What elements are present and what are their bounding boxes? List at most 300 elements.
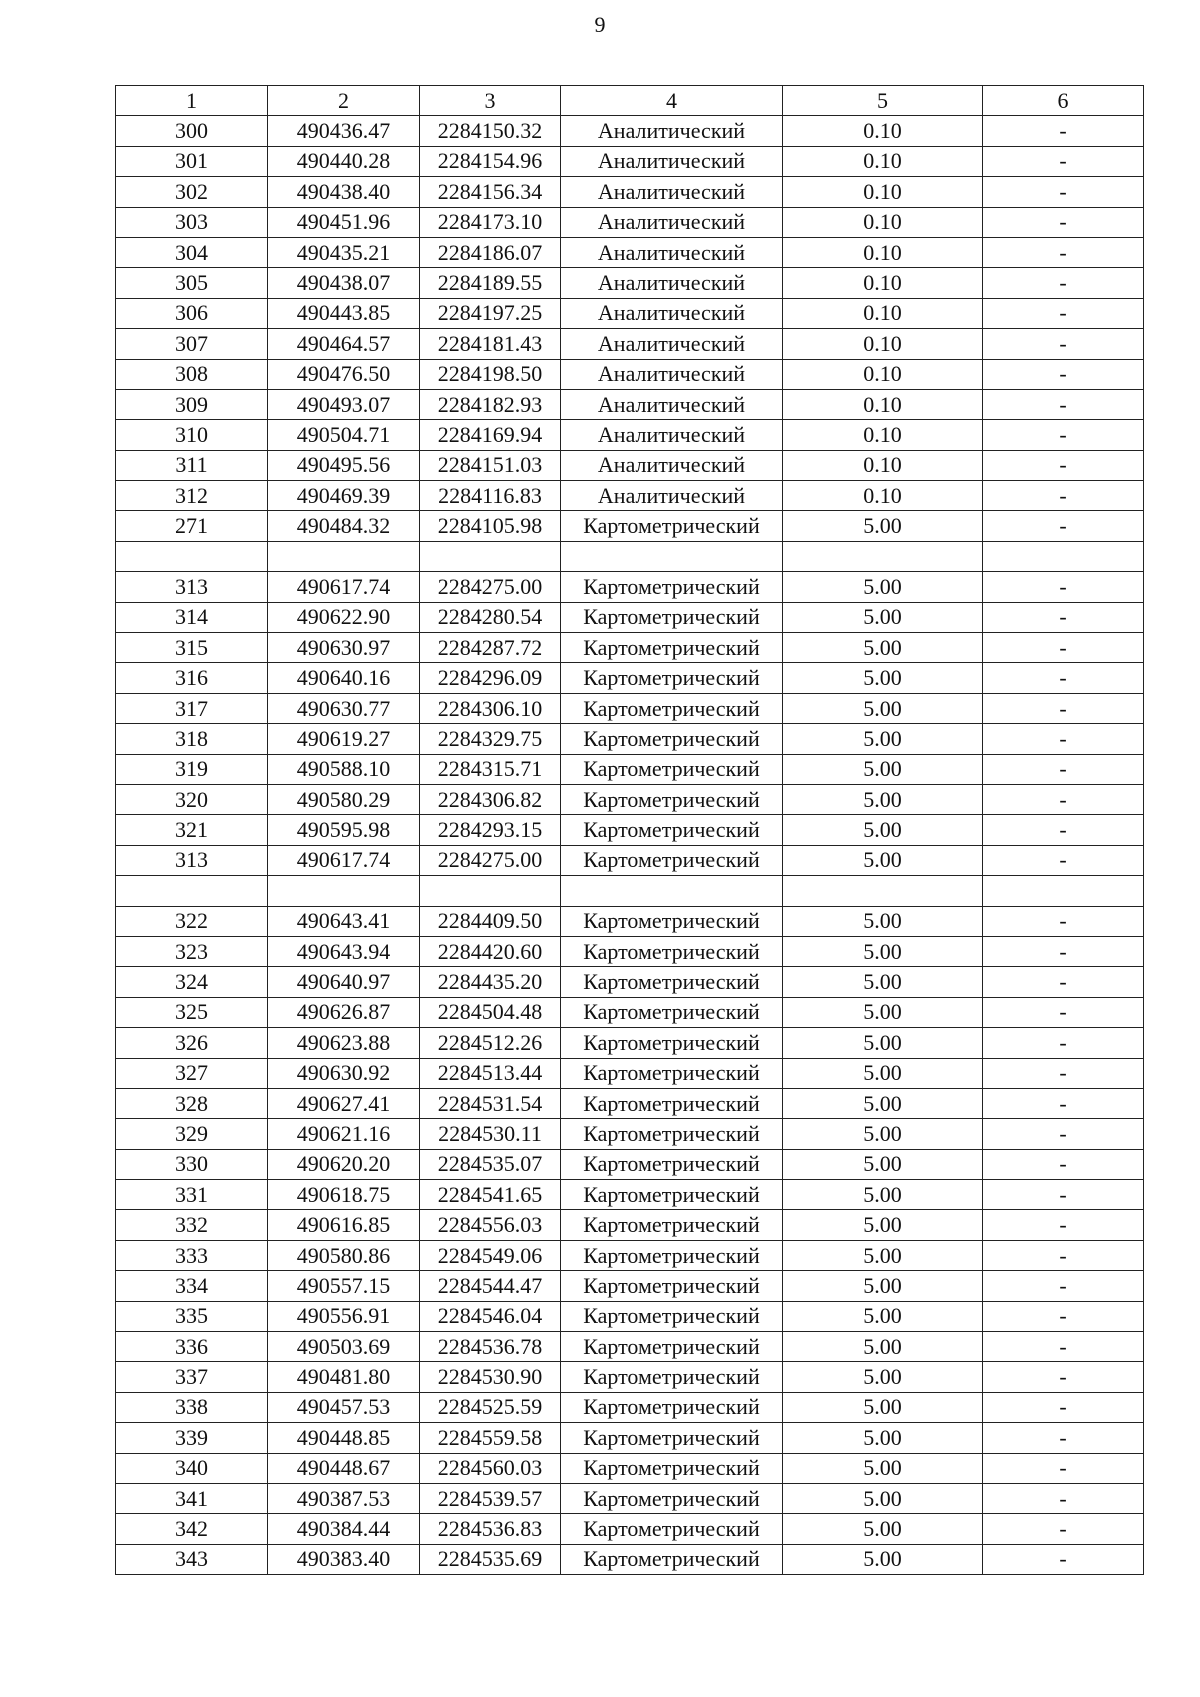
table-cell-col-4: Картометрический bbox=[561, 1362, 783, 1392]
table-cell-col-1: 308 bbox=[116, 359, 268, 389]
table-cell-col-5: 5.00 bbox=[783, 572, 983, 602]
table-cell-col-1: 339 bbox=[116, 1423, 268, 1453]
table-cell-col-5: 5.00 bbox=[783, 1210, 983, 1240]
table-cell-col-1: 341 bbox=[116, 1483, 268, 1513]
table-cell-col-4: Картометрический bbox=[561, 1271, 783, 1301]
table-cell-col-4: Аналитический bbox=[561, 481, 783, 511]
table-cell-col-2 bbox=[268, 541, 420, 571]
header-cell-3: 3 bbox=[420, 86, 561, 116]
table-cell-col-6: - bbox=[983, 1240, 1144, 1270]
table-cell-col-6: - bbox=[983, 663, 1144, 693]
table-cell-col-4: Аналитический bbox=[561, 359, 783, 389]
header-row bbox=[116, 86, 1144, 116]
table-cell-col-4: Картометрический bbox=[561, 1544, 783, 1574]
table-cell-col-4: Аналитический bbox=[561, 450, 783, 480]
table-cell-col-5: 5.00 bbox=[783, 1453, 983, 1483]
table-cell-col-4: Картометрический bbox=[561, 724, 783, 754]
table-cell-col-1: 305 bbox=[116, 268, 268, 298]
table-cell-col-5: 5.00 bbox=[783, 602, 983, 632]
table-cell-col-3: 2284560.03 bbox=[420, 1453, 561, 1483]
table-cell-col-4 bbox=[561, 541, 783, 571]
table-cell-col-3: 2284536.83 bbox=[420, 1514, 561, 1544]
table-cell-col-3: 2284182.93 bbox=[420, 389, 561, 419]
table-cell-col-5: 5.00 bbox=[783, 1028, 983, 1058]
table-cell-col-2: 490469.39 bbox=[268, 481, 420, 511]
table-row bbox=[116, 1058, 1144, 1088]
table-cell-col-3: 2284150.32 bbox=[420, 116, 561, 146]
table-cell-col-3 bbox=[420, 876, 561, 906]
table-cell-col-2: 490623.88 bbox=[268, 1028, 420, 1058]
table-cell-col-2: 490580.29 bbox=[268, 784, 420, 814]
table-cell-col-4: Аналитический bbox=[561, 389, 783, 419]
table-cell-col-3: 2284189.55 bbox=[420, 268, 561, 298]
table-row bbox=[116, 1088, 1144, 1118]
table-cell-col-5: 5.00 bbox=[783, 845, 983, 875]
table-cell-col-1 bbox=[116, 876, 268, 906]
table-cell-col-4: Картометрический bbox=[561, 633, 783, 663]
table-cell-col-6: - bbox=[983, 359, 1144, 389]
table-cell-col-4: Аналитический bbox=[561, 146, 783, 176]
table-cell-col-1: 313 bbox=[116, 845, 268, 875]
table-cell-col-6: - bbox=[983, 1483, 1144, 1513]
table-cell-col-6: - bbox=[983, 1514, 1144, 1544]
table-row bbox=[116, 815, 1144, 845]
table-cell-col-2: 490464.57 bbox=[268, 329, 420, 359]
table-row bbox=[116, 207, 1144, 237]
table-cell-col-3: 2284530.11 bbox=[420, 1119, 561, 1149]
table-cell-col-4: Картометрический bbox=[561, 1240, 783, 1270]
table-cell-col-1: 317 bbox=[116, 693, 268, 723]
table-cell-col-1: 338 bbox=[116, 1392, 268, 1422]
table-cell-col-4: Картометрический bbox=[561, 1088, 783, 1118]
table-cell-col-2: 490640.97 bbox=[268, 967, 420, 997]
table-row bbox=[116, 663, 1144, 693]
table-cell-col-1 bbox=[116, 541, 268, 571]
table-row bbox=[116, 1392, 1144, 1422]
table-cell-col-6: - bbox=[983, 1392, 1144, 1422]
table-cell-col-3: 2284504.48 bbox=[420, 997, 561, 1027]
table-cell-col-1: 335 bbox=[116, 1301, 268, 1331]
table-cell-col-4: Аналитический bbox=[561, 116, 783, 146]
table-cell-col-3: 2284435.20 bbox=[420, 967, 561, 997]
table-cell-col-2: 490438.40 bbox=[268, 177, 420, 207]
table-cell-col-1: 312 bbox=[116, 481, 268, 511]
table-row bbox=[116, 967, 1144, 997]
table-cell-col-3: 2284154.96 bbox=[420, 146, 561, 176]
table-row bbox=[116, 268, 1144, 298]
table-cell-col-2: 490440.28 bbox=[268, 146, 420, 176]
table-cell-col-1: 318 bbox=[116, 724, 268, 754]
table-row bbox=[116, 1210, 1144, 1240]
table-cell-col-6: - bbox=[983, 845, 1144, 875]
table-cell-col-3: 2284287.72 bbox=[420, 633, 561, 663]
table-cell-col-1: 340 bbox=[116, 1453, 268, 1483]
table-cell-col-2: 490557.15 bbox=[268, 1271, 420, 1301]
table-cell-col-6: - bbox=[983, 298, 1144, 328]
table-cell-col-3: 2284549.06 bbox=[420, 1240, 561, 1270]
table-cell-col-2: 490627.41 bbox=[268, 1088, 420, 1118]
table-cell-col-1: 315 bbox=[116, 633, 268, 663]
table-cell-col-4: Картометрический bbox=[561, 1453, 783, 1483]
table-cell-col-4: Картометрический bbox=[561, 1119, 783, 1149]
table-cell-col-5: 5.00 bbox=[783, 1423, 983, 1453]
table-cell-col-1: 301 bbox=[116, 146, 268, 176]
table-row-empty bbox=[116, 876, 1144, 906]
table-cell-col-1: 313 bbox=[116, 572, 268, 602]
table-cell-col-6: - bbox=[983, 693, 1144, 723]
table-row bbox=[116, 389, 1144, 419]
table-cell-col-5 bbox=[783, 541, 983, 571]
table-cell-col-5: 5.00 bbox=[783, 1119, 983, 1149]
table-cell-col-1: 333 bbox=[116, 1240, 268, 1270]
table-cell-col-4: Картометрический bbox=[561, 815, 783, 845]
table-body bbox=[116, 116, 1144, 1575]
table-cell-col-1: 311 bbox=[116, 450, 268, 480]
table-cell-col-5: 0.10 bbox=[783, 389, 983, 419]
table-cell-col-3: 2284409.50 bbox=[420, 906, 561, 936]
table-cell-col-5: 5.00 bbox=[783, 1149, 983, 1179]
table-cell-col-3: 2284151.03 bbox=[420, 450, 561, 480]
table-cell-col-5: 5.00 bbox=[783, 1180, 983, 1210]
table-row bbox=[116, 1332, 1144, 1362]
table-cell-col-5: 5.00 bbox=[783, 1271, 983, 1301]
table-cell-col-1: 327 bbox=[116, 1058, 268, 1088]
table-row bbox=[116, 754, 1144, 784]
table-cell-col-2: 490435.21 bbox=[268, 237, 420, 267]
table-cell-col-5: 5.00 bbox=[783, 754, 983, 784]
table-cell-col-5: 5.00 bbox=[783, 1392, 983, 1422]
table-cell-col-6: - bbox=[983, 1058, 1144, 1088]
table-cell-col-3: 2284536.78 bbox=[420, 1332, 561, 1362]
table-cell-col-2: 490630.77 bbox=[268, 693, 420, 723]
table-cell-col-3: 2284197.25 bbox=[420, 298, 561, 328]
table-cell-col-1: 307 bbox=[116, 329, 268, 359]
table-header bbox=[116, 86, 1144, 116]
table-cell-col-4: Аналитический bbox=[561, 237, 783, 267]
table-cell-col-5: 5.00 bbox=[783, 633, 983, 663]
table-cell-col-4: Картометрический bbox=[561, 693, 783, 723]
table-cell-col-3: 2284535.07 bbox=[420, 1149, 561, 1179]
table-cell-col-3: 2284306.82 bbox=[420, 784, 561, 814]
table-cell-col-6 bbox=[983, 876, 1144, 906]
table-row bbox=[116, 602, 1144, 632]
table-cell-col-5: 5.00 bbox=[783, 784, 983, 814]
table-cell-col-6: - bbox=[983, 815, 1144, 845]
table-cell-col-3: 2284513.44 bbox=[420, 1058, 561, 1088]
table-cell-col-6: - bbox=[983, 207, 1144, 237]
table-cell-col-6: - bbox=[983, 784, 1144, 814]
table-cell-col-4: Картометрический bbox=[561, 663, 783, 693]
table-cell-col-5: 5.00 bbox=[783, 1362, 983, 1392]
table-cell-col-2: 490621.16 bbox=[268, 1119, 420, 1149]
table-cell-col-3: 2284156.34 bbox=[420, 177, 561, 207]
table-cell-col-6: - bbox=[983, 997, 1144, 1027]
table-cell-col-6: - bbox=[983, 1149, 1144, 1179]
table-cell-col-6: - bbox=[983, 146, 1144, 176]
table-cell-col-1: 328 bbox=[116, 1088, 268, 1118]
table-cell-col-6 bbox=[983, 541, 1144, 571]
table-row bbox=[116, 724, 1144, 754]
table-cell-col-1: 326 bbox=[116, 1028, 268, 1058]
table-cell-col-2: 490626.87 bbox=[268, 997, 420, 1027]
table-cell-col-5: 0.10 bbox=[783, 268, 983, 298]
table-cell-col-2: 490616.85 bbox=[268, 1210, 420, 1240]
table-cell-col-5: 0.10 bbox=[783, 420, 983, 450]
table-cell-col-6: - bbox=[983, 633, 1144, 663]
table-row bbox=[116, 420, 1144, 450]
table-cell-col-3: 2284275.00 bbox=[420, 572, 561, 602]
table-cell-col-4: Картометрический bbox=[561, 1149, 783, 1179]
table-row bbox=[116, 845, 1144, 875]
table-row bbox=[116, 784, 1144, 814]
table-row bbox=[116, 1453, 1144, 1483]
table-cell-col-6: - bbox=[983, 329, 1144, 359]
table-cell-col-6: - bbox=[983, 967, 1144, 997]
table-cell-col-5: 5.00 bbox=[783, 1058, 983, 1088]
table-cell-col-4: Картометрический bbox=[561, 1514, 783, 1544]
header-cell-6: 6 bbox=[983, 86, 1144, 116]
table-cell-col-3: 2284116.83 bbox=[420, 481, 561, 511]
table-cell-col-2: 490476.50 bbox=[268, 359, 420, 389]
table-cell-col-3: 2284559.58 bbox=[420, 1423, 561, 1453]
table-row bbox=[116, 298, 1144, 328]
table-row bbox=[116, 237, 1144, 267]
table-cell-col-1: 324 bbox=[116, 967, 268, 997]
table-cell-col-5: 5.00 bbox=[783, 1483, 983, 1513]
table-cell-col-4: Картометрический bbox=[561, 602, 783, 632]
table-cell-col-1: 316 bbox=[116, 663, 268, 693]
table-cell-col-1: 314 bbox=[116, 602, 268, 632]
table-cell-col-4: Картометрический bbox=[561, 997, 783, 1027]
table-cell-col-2: 490640.16 bbox=[268, 663, 420, 693]
table-cell-col-6: - bbox=[983, 268, 1144, 298]
coordinates-table bbox=[115, 85, 1144, 1575]
table-cell-col-2: 490503.69 bbox=[268, 1332, 420, 1362]
table-cell-col-3: 2284530.90 bbox=[420, 1362, 561, 1392]
table-cell-col-2: 490451.96 bbox=[268, 207, 420, 237]
table-cell-col-4: Картометрический bbox=[561, 1483, 783, 1513]
table-cell-col-4: Картометрический bbox=[561, 845, 783, 875]
table-cell-col-2: 490619.27 bbox=[268, 724, 420, 754]
table-cell-col-1: 304 bbox=[116, 237, 268, 267]
table-cell-col-6: - bbox=[983, 1544, 1144, 1574]
table-cell-col-2: 490448.85 bbox=[268, 1423, 420, 1453]
table-row bbox=[116, 1362, 1144, 1392]
table-row bbox=[116, 1271, 1144, 1301]
table-row bbox=[116, 1119, 1144, 1149]
table-cell-col-5: 5.00 bbox=[783, 724, 983, 754]
table-row bbox=[116, 177, 1144, 207]
table-cell-col-6: - bbox=[983, 420, 1144, 450]
table-cell-col-4: Картометрический bbox=[561, 906, 783, 936]
table-cell-col-5: 5.00 bbox=[783, 936, 983, 966]
table-cell-col-2: 490384.44 bbox=[268, 1514, 420, 1544]
table-cell-col-1: 306 bbox=[116, 298, 268, 328]
table-cell-col-3: 2284315.71 bbox=[420, 754, 561, 784]
table-row bbox=[116, 1180, 1144, 1210]
table-cell-col-6: - bbox=[983, 1362, 1144, 1392]
table-cell-col-6: - bbox=[983, 237, 1144, 267]
table-cell-col-2: 490495.56 bbox=[268, 450, 420, 480]
table-cell-col-6: - bbox=[983, 1088, 1144, 1118]
table-row bbox=[116, 633, 1144, 663]
table-cell-col-6: - bbox=[983, 602, 1144, 632]
table-cell-col-2: 490383.40 bbox=[268, 1544, 420, 1574]
table-cell-col-2: 490387.53 bbox=[268, 1483, 420, 1513]
table-cell-col-4: Картометрический bbox=[561, 1301, 783, 1331]
table-cell-col-4: Картометрический bbox=[561, 784, 783, 814]
table-cell-col-2: 490595.98 bbox=[268, 815, 420, 845]
table-cell-col-5: 0.10 bbox=[783, 481, 983, 511]
table-cell-col-6: - bbox=[983, 1119, 1144, 1149]
table-cell-col-1: 330 bbox=[116, 1149, 268, 1179]
table-cell-col-4: Аналитический bbox=[561, 268, 783, 298]
table-cell-col-2: 490436.47 bbox=[268, 116, 420, 146]
table-cell-col-3: 2284186.07 bbox=[420, 237, 561, 267]
table-cell-col-4: Картометрический bbox=[561, 936, 783, 966]
table-cell-col-5: 0.10 bbox=[783, 298, 983, 328]
table-cell-col-1: 325 bbox=[116, 997, 268, 1027]
table-cell-col-2: 490622.90 bbox=[268, 602, 420, 632]
table-cell-col-1: 300 bbox=[116, 116, 268, 146]
table-row bbox=[116, 1423, 1144, 1453]
table-cell-col-1: 331 bbox=[116, 1180, 268, 1210]
table-row bbox=[116, 572, 1144, 602]
table-cell-col-1: 342 bbox=[116, 1514, 268, 1544]
table-cell-col-6: - bbox=[983, 481, 1144, 511]
table-cell-col-5: 0.10 bbox=[783, 146, 983, 176]
table-cell-col-1: 323 bbox=[116, 936, 268, 966]
table-cell-col-4: Аналитический bbox=[561, 207, 783, 237]
table-row bbox=[116, 693, 1144, 723]
table-cell-col-3: 2284198.50 bbox=[420, 359, 561, 389]
table-row bbox=[116, 1149, 1144, 1179]
table-cell-col-1: 319 bbox=[116, 754, 268, 784]
table-cell-col-5: 0.10 bbox=[783, 450, 983, 480]
table-cell-col-4: Картометрический bbox=[561, 511, 783, 541]
table-cell-col-5: 5.00 bbox=[783, 1301, 983, 1331]
table-cell-col-3 bbox=[420, 541, 561, 571]
table-cell-col-3: 2284544.47 bbox=[420, 1271, 561, 1301]
table-row bbox=[116, 1544, 1144, 1574]
table-cell-col-6: - bbox=[983, 1210, 1144, 1240]
table-row bbox=[116, 359, 1144, 389]
table-cell-col-1: 336 bbox=[116, 1332, 268, 1362]
table-cell-col-6: - bbox=[983, 936, 1144, 966]
table-cell-col-4: Картометрический bbox=[561, 1180, 783, 1210]
table-cell-col-3: 2284169.94 bbox=[420, 420, 561, 450]
table-cell-col-6: - bbox=[983, 1423, 1144, 1453]
table-cell-col-3: 2284275.00 bbox=[420, 845, 561, 875]
table-cell-col-2: 490504.71 bbox=[268, 420, 420, 450]
table-cell-col-3: 2284531.54 bbox=[420, 1088, 561, 1118]
table-cell-col-4: Аналитический bbox=[561, 298, 783, 328]
table-cell-col-6: - bbox=[983, 1332, 1144, 1362]
table-row bbox=[116, 481, 1144, 511]
table-cell-col-6: - bbox=[983, 754, 1144, 784]
header-cell-2: 2 bbox=[268, 86, 420, 116]
table-cell-col-2: 490630.92 bbox=[268, 1058, 420, 1088]
table-cell-col-2: 490643.94 bbox=[268, 936, 420, 966]
table-cell-col-1: 310 bbox=[116, 420, 268, 450]
table-cell-col-2: 490630.97 bbox=[268, 633, 420, 663]
table-cell-col-3: 2284512.26 bbox=[420, 1028, 561, 1058]
table-row bbox=[116, 1483, 1144, 1513]
table-cell-col-2: 490580.86 bbox=[268, 1240, 420, 1270]
table-cell-col-6: - bbox=[983, 116, 1144, 146]
table-cell-col-2: 490643.41 bbox=[268, 906, 420, 936]
table-cell-col-6: - bbox=[983, 389, 1144, 419]
table-cell-col-5: 5.00 bbox=[783, 1332, 983, 1362]
table-cell-col-1: 271 bbox=[116, 511, 268, 541]
table-row bbox=[116, 1514, 1144, 1544]
table-row bbox=[116, 936, 1144, 966]
table-cell-col-1: 332 bbox=[116, 1210, 268, 1240]
table-cell-col-2: 490618.75 bbox=[268, 1180, 420, 1210]
table-cell-col-5: 5.00 bbox=[783, 663, 983, 693]
table-cell-col-3: 2284541.65 bbox=[420, 1180, 561, 1210]
table-row bbox=[116, 511, 1144, 541]
table-cell-col-4: Аналитический bbox=[561, 329, 783, 359]
table-row bbox=[116, 450, 1144, 480]
table-cell-col-5: 5.00 bbox=[783, 693, 983, 723]
table-cell-col-6: - bbox=[983, 1453, 1144, 1483]
table-cell-col-1: 320 bbox=[116, 784, 268, 814]
table-cell-col-5: 0.10 bbox=[783, 237, 983, 267]
table-cell-col-4: Картометрический bbox=[561, 572, 783, 602]
table-cell-col-6: - bbox=[983, 1028, 1144, 1058]
table-row bbox=[116, 1240, 1144, 1270]
table-row-empty bbox=[116, 541, 1144, 571]
table-cell-col-5: 5.00 bbox=[783, 1514, 983, 1544]
table-cell-col-6: - bbox=[983, 1271, 1144, 1301]
table-cell-col-3: 2284306.10 bbox=[420, 693, 561, 723]
table-cell-col-3: 2284280.54 bbox=[420, 602, 561, 632]
table-cell-col-1: 309 bbox=[116, 389, 268, 419]
table-cell-col-4: Картометрический bbox=[561, 1028, 783, 1058]
table-row bbox=[116, 1301, 1144, 1331]
header-cell-4: 4 bbox=[561, 86, 783, 116]
table-cell-col-4: Картометрический bbox=[561, 967, 783, 997]
table-cell-col-2: 490617.74 bbox=[268, 845, 420, 875]
table-cell-col-3: 2284296.09 bbox=[420, 663, 561, 693]
table-cell-col-1: 303 bbox=[116, 207, 268, 237]
table-cell-col-3: 2284525.59 bbox=[420, 1392, 561, 1422]
table-row bbox=[116, 116, 1144, 146]
table-cell-col-2: 490620.20 bbox=[268, 1149, 420, 1179]
table-cell-col-3: 2284329.75 bbox=[420, 724, 561, 754]
table-cell-col-2: 490438.07 bbox=[268, 268, 420, 298]
table-cell-col-5: 0.10 bbox=[783, 116, 983, 146]
table-cell-col-6: - bbox=[983, 450, 1144, 480]
table-cell-col-6: - bbox=[983, 906, 1144, 936]
header-cell-1: 1 bbox=[116, 86, 268, 116]
table-cell-col-5: 5.00 bbox=[783, 815, 983, 845]
table-cell-col-3: 2284105.98 bbox=[420, 511, 561, 541]
table-cell-col-6: - bbox=[983, 724, 1144, 754]
table-cell-col-3: 2284535.69 bbox=[420, 1544, 561, 1574]
table-cell-col-5: 0.10 bbox=[783, 359, 983, 389]
table-row bbox=[116, 146, 1144, 176]
table-row bbox=[116, 1028, 1144, 1058]
table-cell-col-4: Картометрический bbox=[561, 1423, 783, 1453]
table-cell-col-5: 5.00 bbox=[783, 1240, 983, 1270]
table-cell-col-6: - bbox=[983, 1180, 1144, 1210]
table-cell-col-3: 2284181.43 bbox=[420, 329, 561, 359]
table-cell-col-5: 5.00 bbox=[783, 906, 983, 936]
table-cell-col-2: 490493.07 bbox=[268, 389, 420, 419]
page-number: 9 bbox=[594, 12, 606, 37]
